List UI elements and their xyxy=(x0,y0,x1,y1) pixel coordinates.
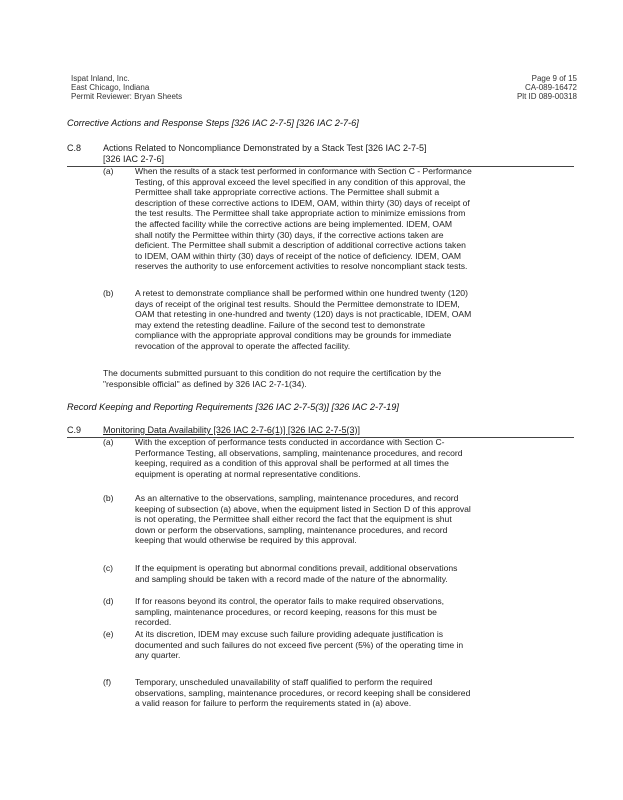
text-line: compliance with the appropriate approval conditions may be grounds for immediate xyxy=(135,330,452,341)
item-text-c9-f xyxy=(135,677,541,709)
text-line: If for reasons beyond its control, the operator fails to make required observations, xyxy=(135,596,445,606)
condition-heading-c8-line1: Actions Related to Noncompliance Demonstrated by a Stack Test [326 IAC 2-7-5] xyxy=(103,143,427,153)
text-line: At its discretion, IDEM may excuse such failure providing adequate justification is xyxy=(135,629,444,639)
item-label-c8-a: (a) xyxy=(103,166,114,176)
text-line: and sampling should be taken with a record made of the nature of the abnormality. xyxy=(135,573,448,584)
text-line: keeping of subsection (a) above, when the equipment listed in Section D of this approval xyxy=(135,503,471,514)
item-label-c9-c: (c) xyxy=(103,563,114,573)
text-line: may extend the retesting deadline. Failure of the second test to demonstrate xyxy=(135,319,425,330)
text-line: "responsible official" as defined by 326 IAC 2-7-1(34). xyxy=(103,378,307,389)
header-company: Ispat Inland, Inc. xyxy=(71,74,130,83)
section-title-corrective-actions: Corrective Actions and Response Steps [326 IAC 2-7-5] [326 IAC 2-7-6] xyxy=(67,118,359,128)
text-line: observations, sampling, maintenance procedures, or record keeping shall be considered xyxy=(135,687,471,698)
text-line: shall notify the Permittee within thirty (30) days, if the corrective actions taken are xyxy=(135,229,444,240)
item-label-c9-d: (d) xyxy=(103,596,114,606)
item-label-c8-b: (b) xyxy=(103,288,114,298)
header-reviewer: Permit Reviewer: Bryan Sheets xyxy=(71,92,183,101)
item-label-c9-f: (f) xyxy=(103,677,112,687)
text-line: Testing, of this approval exceed the level specified in any condition of this approval, the xyxy=(135,176,466,187)
header-page-number: Page 9 of 15 xyxy=(531,74,577,83)
text-line: As an alternative to the observations, sampling, maintenance procedures, and record xyxy=(135,493,459,503)
item-text-c9-c xyxy=(135,563,541,584)
text-line: any quarter. xyxy=(135,650,181,661)
condition-heading-c8 xyxy=(103,143,427,165)
text-line: OAM that retesting in one-hundred and twenty (120) days is not practicable, IDEM, OAM xyxy=(135,309,472,320)
header-left xyxy=(71,74,182,101)
item-text-c9-a xyxy=(135,437,541,479)
text-line: Temporary, unscheduled unavailability of staff qualified to perform the required xyxy=(135,677,433,687)
text-line: deficient. The Permittee shall submit a description of additional corrective actions taken xyxy=(135,240,466,251)
item-text-c8-a xyxy=(135,166,541,272)
item-text-c9-b xyxy=(135,493,541,546)
condition-heading-c9: Monitoring Data Availability [326 IAC 2-7-6(1)] [326 IAC 2-7-5(3)] xyxy=(103,425,360,435)
text-line: With the exception of performance tests conducted in accordance with Section C- xyxy=(135,437,445,447)
text-line: The documents submitted pursuant to this condition do not require the certification by the xyxy=(103,368,442,378)
item-text-c8-b xyxy=(135,288,541,352)
item-label-c9-e: (e) xyxy=(103,629,114,639)
header-location: East Chicago, Indiana xyxy=(71,83,150,92)
item-text-c9-d xyxy=(135,596,541,628)
item-text-c9-e xyxy=(135,629,541,661)
condition-heading-c8-line2: [326 IAC 2-7-6] xyxy=(103,154,165,164)
text-line: is not operating, the Permittee shall either record the fact that the equipment is shut xyxy=(135,514,452,525)
text-line: equipment is operating at normal representative conditions. xyxy=(135,468,361,479)
text-line: to IDEM, OAM within thirty (30) days of receipt of the notice of deficiency. IDEM, OAM xyxy=(135,250,462,261)
text-line: a valid reason for failure to perform the requirements stated in (a) above. xyxy=(135,698,412,709)
closing-paragraph-c8 xyxy=(103,368,441,389)
text-line: If the equipment is operating but abnormal conditions prevail, additional observations xyxy=(135,563,458,573)
text-line: days of receipt of the original test results. Should the Permittee demonstrate to IDEM, xyxy=(135,298,460,309)
text-line: the affected facility while the corrective actions are being implemented. IDEM, OAM xyxy=(135,218,452,229)
condition-number-c9: C.9 xyxy=(67,425,82,435)
section-title-record-keeping: Record Keeping and Reporting Requirements [326 IAC 2-7-5(3)] [326 IAC 2-7-19] xyxy=(67,402,399,412)
text-line: recorded. xyxy=(135,617,172,628)
header-right xyxy=(517,74,577,101)
text-line: reserves the authority to use enforcement activities to resolve noncompliant stack tests. xyxy=(135,261,468,272)
text-line: down or perform the observations, sampling, maintenance procedures, and record xyxy=(135,524,448,535)
text-line: revocation of the approval to operate the affected facility. xyxy=(135,340,351,351)
text-line: keeping, required as a condition of this approval shall be performed at all times the xyxy=(135,458,449,469)
text-line: description of these corrective actions to IDEM, OAM, within thirty (30) days of receipt of xyxy=(135,197,470,208)
text-line: When the results of a stack test performed in conformance with Section C - Performance xyxy=(135,166,472,176)
item-label-c9-b: (b) xyxy=(103,493,114,503)
text-line: Performance Testing, all observations, sampling, maintenance procedures, and record xyxy=(135,447,463,458)
text-line: keeping that would otherwise be required by this approval. xyxy=(135,535,357,546)
condition-number-c8: C.8 xyxy=(67,143,82,153)
text-line: Permittee shall take appropriate corrective actions. The Permittee shall submit a xyxy=(135,187,440,198)
item-label-c9-a: (a) xyxy=(103,437,114,447)
text-line: documented and such failures do not exceed five percent (5%) of the operating time in xyxy=(135,639,464,650)
header-permit-number: CA-089-16472 xyxy=(524,83,577,92)
text-line: the test results. The Permittee shall take appropriate action to minimize emissions from xyxy=(135,208,466,219)
text-line: sampling, maintenance procedures, or record keeping, reasons for this must be xyxy=(135,606,437,617)
header-plant-id: Plt ID 089-00318 xyxy=(516,92,577,101)
text-line: A retest to demonstrate compliance shall be performed within one hundred twenty (120) xyxy=(135,288,468,298)
